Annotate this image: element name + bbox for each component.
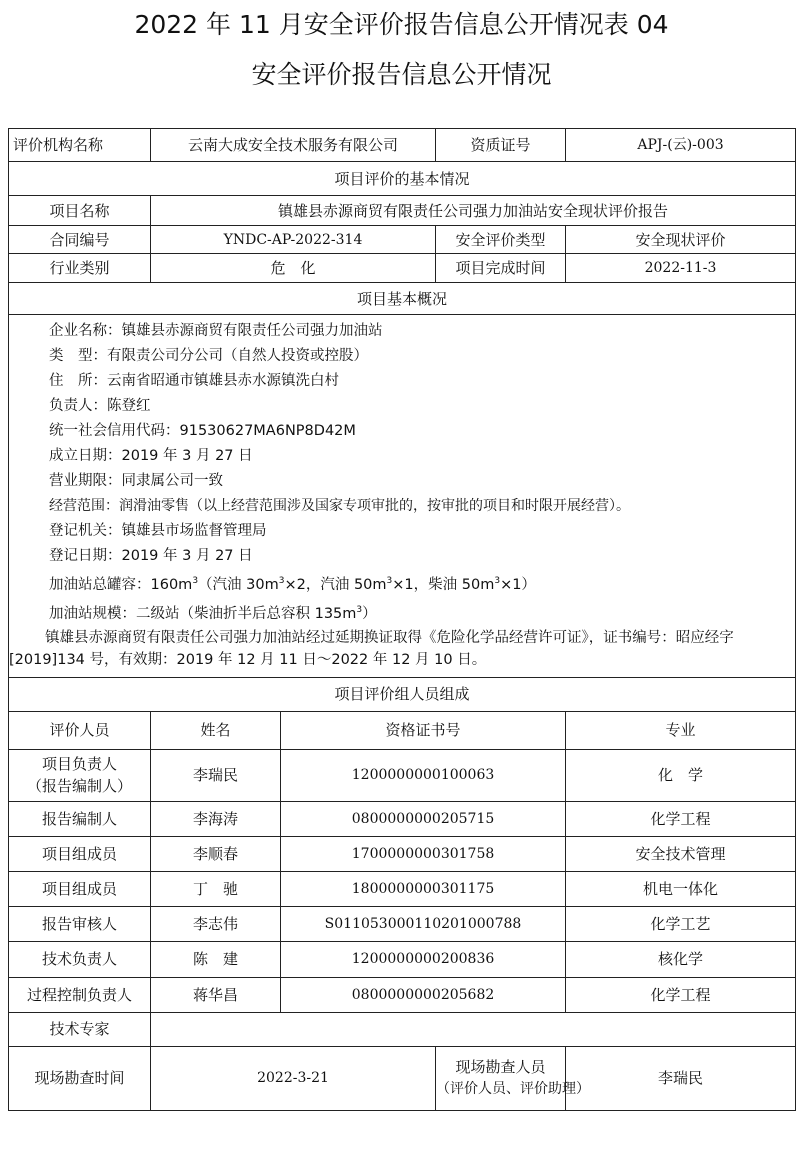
member-major: 化学工程 xyxy=(566,801,796,836)
overview-line: 营业期限：同隶属公司一致 xyxy=(49,473,223,489)
expert-value xyxy=(151,1012,796,1046)
contract-value: YNDC-AP-2022-314 xyxy=(151,226,436,254)
document-subtitle: 安全评价报告信息公开情况 xyxy=(251,60,552,89)
unit-superscript: 3 xyxy=(494,576,501,586)
unit-superscript: 3 xyxy=(192,576,199,586)
member-role xyxy=(9,749,151,801)
eval-type-value: 安全现状评价 xyxy=(566,226,796,254)
agency-value: 云南大成安全技术服务有限公司 xyxy=(151,129,436,162)
member-role: 项目组成员 xyxy=(9,836,151,871)
table-row xyxy=(9,906,796,941)
industry-label: 行业类别 xyxy=(9,254,151,283)
contract-label: 合同编号 xyxy=(9,226,151,254)
member-major: 化 学 xyxy=(566,749,796,801)
unit-superscript: 3 xyxy=(278,576,285,586)
eval-type-label: 安全评价类型 xyxy=(436,226,566,254)
unit-superscript: 3 xyxy=(356,604,363,615)
member-major: 机电一体化 xyxy=(566,871,796,906)
role-line: 项目负责人 xyxy=(41,755,117,774)
table-row xyxy=(9,836,796,871)
unit-superscript: 3 xyxy=(386,576,393,586)
table-row xyxy=(9,941,796,977)
document-title: 2022 年 11 月安全评价报告信息公开情况表 04 xyxy=(134,10,669,39)
member-name: 李海涛 xyxy=(151,801,281,836)
overview-line: 负责人：陈登红 xyxy=(49,398,151,414)
scale-line xyxy=(9,598,795,627)
overview-line: 登记机关：镇雄县市场监督管理局 xyxy=(49,523,267,539)
cert-label: 资质证号 xyxy=(436,129,566,162)
member-cert: 0800000000205715 xyxy=(281,801,566,836)
scale-suffix: ） xyxy=(362,605,377,622)
table-row xyxy=(9,749,796,801)
table-row xyxy=(9,977,796,1012)
table-row xyxy=(9,801,796,836)
overview-section-title: 项目基本概况 xyxy=(9,283,796,315)
overview-body xyxy=(9,315,796,678)
overview-line: 企业名称：镇雄县赤源商贸有限责任公司强力加油站 xyxy=(49,323,383,339)
member-cert: 0800000000205682 xyxy=(281,977,566,1012)
overview-line: 统一社会信用代码：91530627MA6NP8D42M xyxy=(49,423,356,439)
finish-time-label: 项目完成时间 xyxy=(436,254,566,283)
agency-row xyxy=(9,129,796,162)
scale-prefix: 加油站规模：二级站（柴油折半后总容积 135m xyxy=(49,605,357,622)
survey-staff-label xyxy=(436,1046,591,1110)
member-name: 李瑞民 xyxy=(151,749,281,801)
col-header-major: 专业 xyxy=(566,711,796,749)
col-header-cert: 资格证书号 xyxy=(281,711,566,749)
capacity-part: ×1，柴油 50m xyxy=(392,576,495,593)
finish-time-value: 2022-11-3 xyxy=(566,254,796,283)
member-name: 丁 驰 xyxy=(151,871,281,906)
member-name: 李志伟 xyxy=(151,906,281,941)
member-major: 安全技术管理 xyxy=(566,836,796,871)
member-role: 技术负责人 xyxy=(9,941,151,977)
table-row xyxy=(9,871,796,906)
member-cert: S011053000110201000788 xyxy=(281,906,566,941)
member-cert: 1800000000301175 xyxy=(281,871,566,906)
project-name-value: 镇雄县赤源商贸有限责任公司强力加油站安全现状评价报告 xyxy=(151,196,796,226)
overview-line: 住 所：云南省昭通市镇雄县赤水源镇洗白村 xyxy=(49,373,339,389)
overview-line: 经营范围：润滑油零售（以上经营范围涉及国家专项审批的，按审批的项目和时限开展经营）。 xyxy=(49,498,630,514)
project-name-label: 项目名称 xyxy=(9,196,151,226)
member-cert: 1700000000301758 xyxy=(281,836,566,871)
member-role: 报告审核人 xyxy=(9,906,151,941)
expert-row xyxy=(9,1012,796,1046)
member-major: 化学工艺 xyxy=(566,906,796,941)
basic-section-title: 项目评价的基本情况 xyxy=(9,162,796,196)
member-major: 化学工程 xyxy=(566,977,796,1012)
capacity-prefix: 加油站总罐容：160m xyxy=(49,576,193,593)
staff-label-line: （评价人员、评价助理） xyxy=(436,1081,591,1098)
survey-row xyxy=(9,1046,796,1110)
capacity-part: ×2，汽油 50m xyxy=(284,576,387,593)
member-name: 李顺春 xyxy=(151,836,281,871)
cert-value: APJ-(云)-003 xyxy=(566,129,796,162)
team-header-row xyxy=(9,711,796,749)
expert-label: 技术专家 xyxy=(9,1012,151,1046)
staff-label-line: 现场勘查人员 xyxy=(455,1058,546,1077)
team-section-title: 项目评价组人员组成 xyxy=(9,677,796,711)
col-header-name: 姓名 xyxy=(151,711,281,749)
overview-line: 类 型：有限责公司分公司（自然人投资或控股） xyxy=(49,348,368,364)
member-name: 蒋华昌 xyxy=(151,977,281,1012)
agency-label: 评价机构名称 xyxy=(9,129,151,162)
member-role: 项目组成员 xyxy=(9,871,151,906)
overview-line: 成立日期：2019 年 3 月 27 日 xyxy=(49,448,253,464)
overview-line: 登记日期：2019 年 3 月 27 日 xyxy=(49,548,253,564)
survey-staff-value: 李瑞民 xyxy=(566,1046,796,1110)
member-cert: 1200000000100063 xyxy=(281,749,566,801)
capacity-line xyxy=(9,569,795,598)
member-cert: 1200000000200836 xyxy=(281,941,566,977)
license-paragraph: 镇雄县赤源商贸有限责任公司强力加油站经过延期换证取得《危险化学品经营许可证》，证书编号：昭应经字[2019]134 号，有效期：2019 年 12 月 11 日～2022 年 12 月 10 日。 xyxy=(9,629,734,668)
col-header-role: 评价人员 xyxy=(9,711,151,749)
survey-time-value: 2022-3-21 xyxy=(151,1046,436,1110)
member-name: 陈 建 xyxy=(151,941,281,977)
disclosure-table xyxy=(8,128,796,1111)
member-major: 核化学 xyxy=(566,941,796,977)
member-role: 报告编制人 xyxy=(9,801,151,836)
member-role: 过程控制负责人 xyxy=(9,977,151,1012)
survey-time-label: 现场勘查时间 xyxy=(9,1046,151,1110)
capacity-suffix: ×1） xyxy=(500,576,536,593)
role-line: （报告编制人） xyxy=(26,777,132,796)
capacity-part: （汽油 30m xyxy=(198,576,279,593)
industry-value: 危 化 xyxy=(151,254,436,283)
